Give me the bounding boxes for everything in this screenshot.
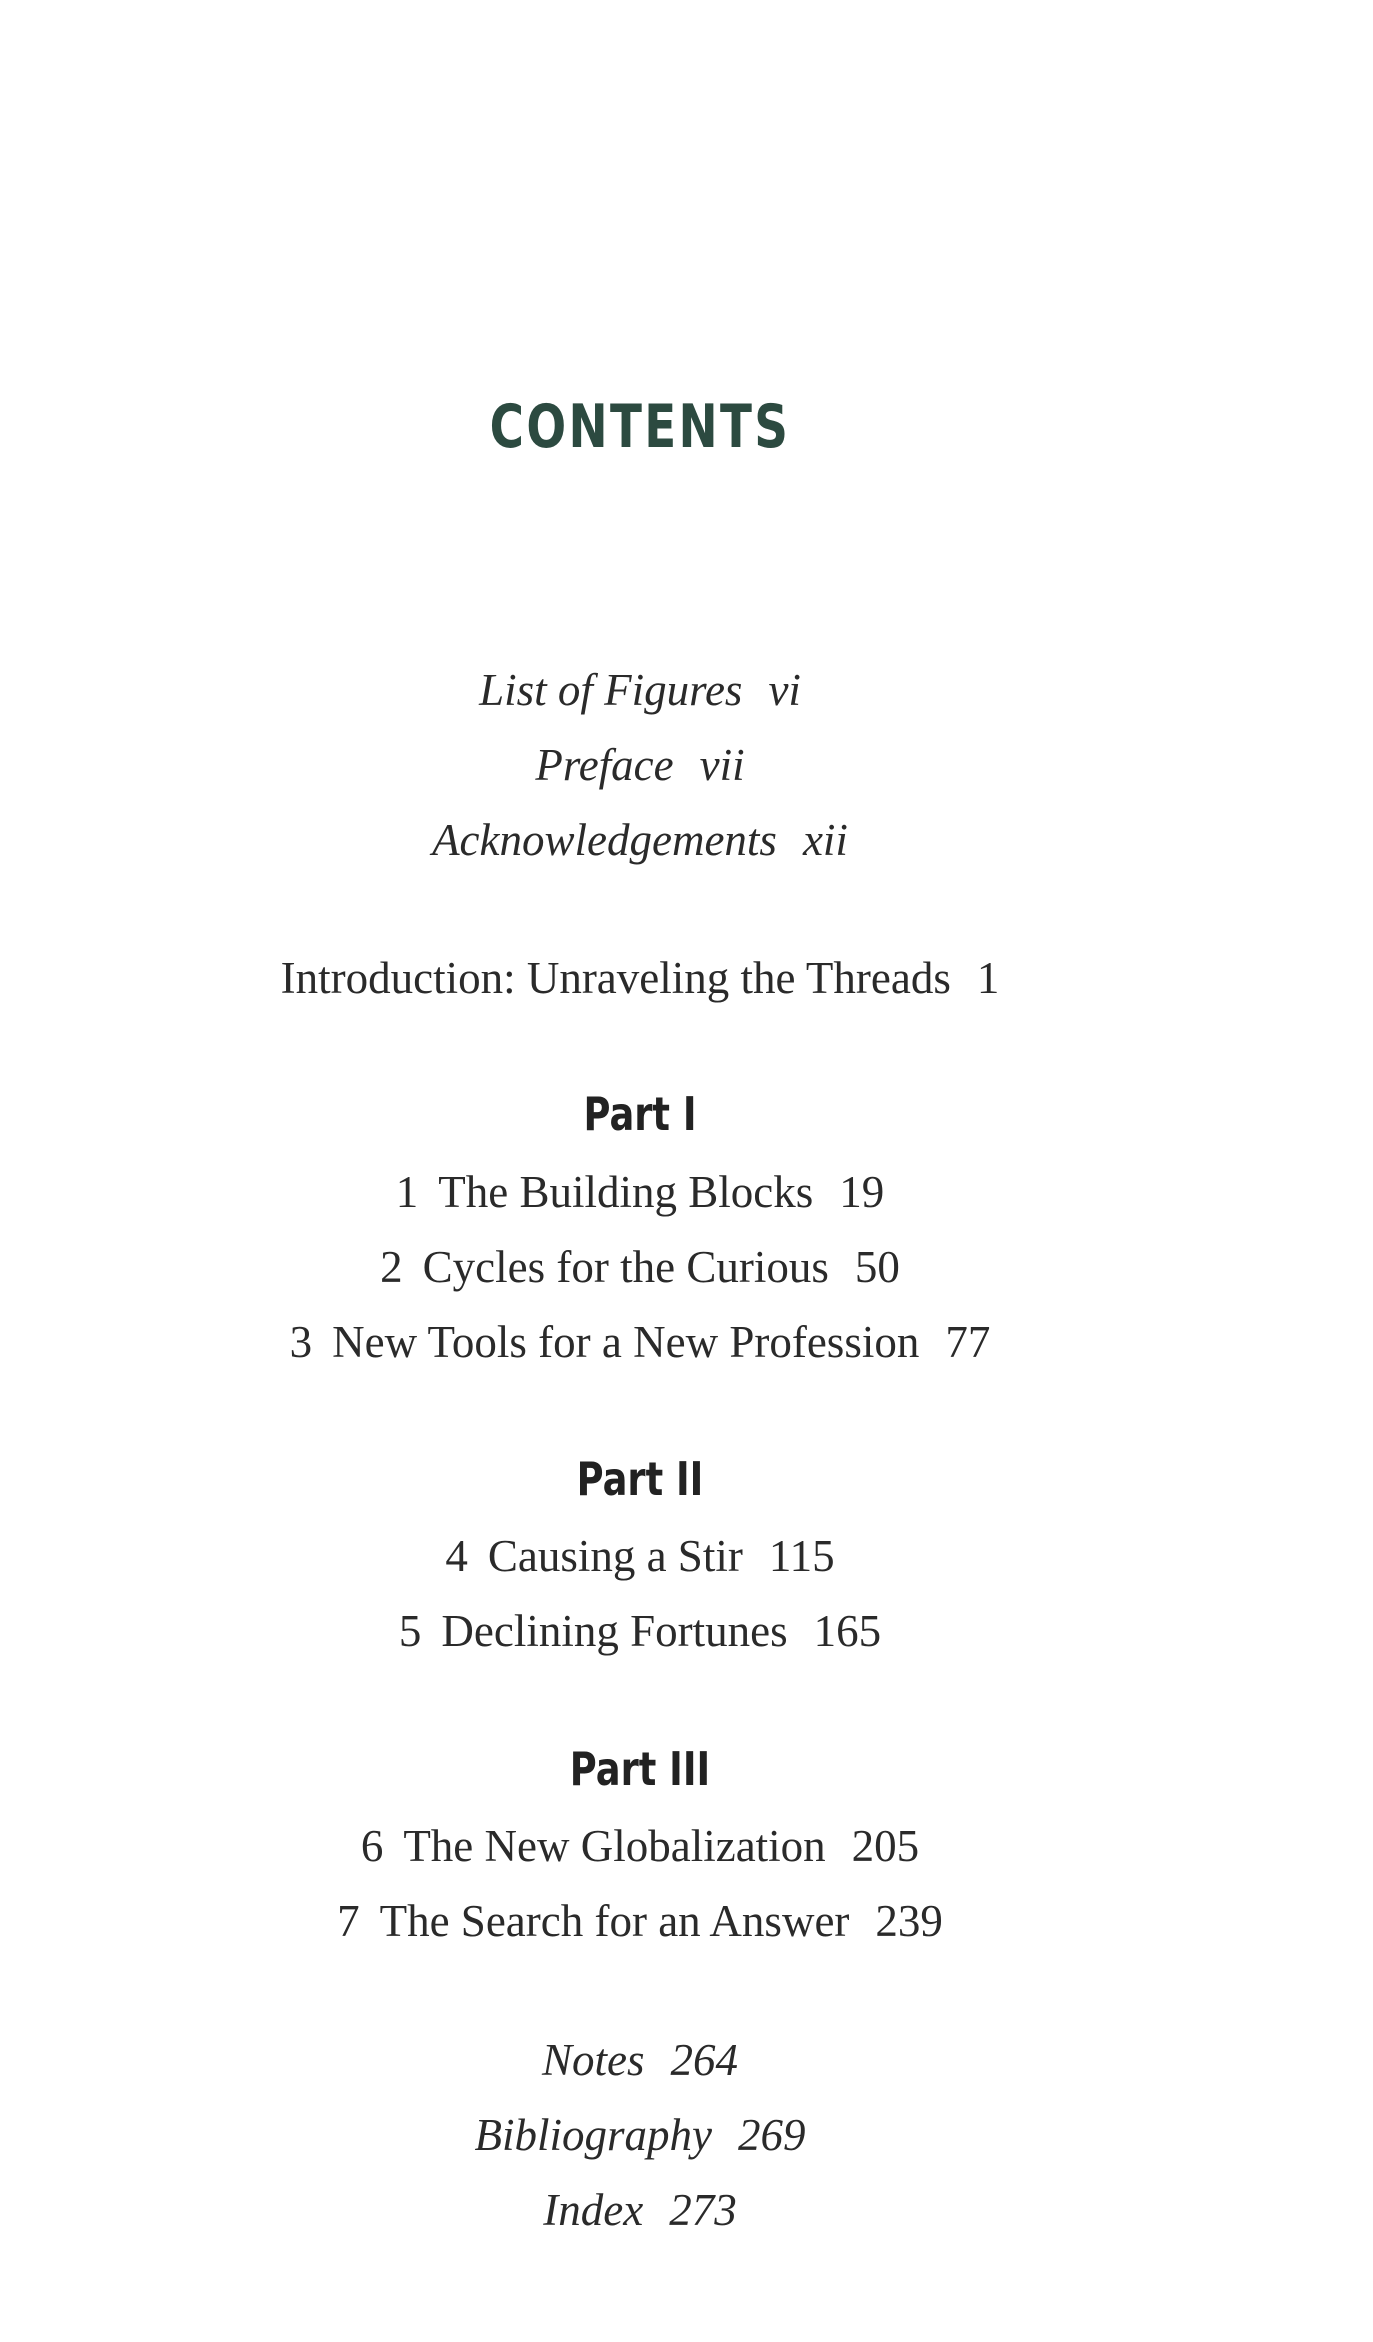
toc-entry-label: Notes <box>541 2035 645 2085</box>
toc-entry-page: 264 <box>670 2035 738 2085</box>
toc-entry-preface[interactable] <box>0 735 1280 795</box>
chapter-number: 1 <box>395 1167 419 1217</box>
chapter-number: 6 <box>360 1821 384 1871</box>
toc-chapter-1[interactable] <box>0 1162 1280 1222</box>
toc-chapter-6[interactable] <box>0 1816 1280 1876</box>
toc-entry-page: vii <box>699 740 745 790</box>
chapter-page: 165 <box>813 1606 882 1656</box>
chapter-title: The New Globalization <box>403 1821 826 1871</box>
chapter-page: 50 <box>854 1242 900 1292</box>
chapter-title: Causing a Stir <box>487 1531 743 1581</box>
page-title: CONTENTS <box>489 392 791 462</box>
chapter-title: The Building Blocks <box>438 1167 814 1217</box>
toc-entry-list-of-figures[interactable] <box>0 660 1280 720</box>
toc-chapter-3[interactable] <box>0 1312 1280 1372</box>
chapter-number: 5 <box>398 1606 422 1656</box>
toc-chapter-4[interactable] <box>0 1526 1280 1586</box>
toc-entry-label: Index <box>543 2185 644 2235</box>
toc-entry-notes[interactable] <box>0 2030 1280 2090</box>
chapter-number: 2 <box>380 1242 403 1292</box>
chapter-title: Cycles for the Curious <box>422 1242 829 1292</box>
toc-entry-bibliography[interactable] <box>0 2105 1280 2165</box>
toc-entry-page: vi <box>768 665 801 715</box>
toc-entry-page: 269 <box>737 2110 806 2160</box>
toc-entry-label: Preface <box>535 740 674 790</box>
toc-entry-label: Bibliography <box>474 2110 712 2160</box>
toc-entry-label: Introduction: Unraveling the Threads <box>280 953 951 1003</box>
chapter-number: 7 <box>337 1896 360 1946</box>
toc-entry-index[interactable] <box>0 2180 1280 2240</box>
toc-chapter-7[interactable] <box>0 1891 1280 1951</box>
chapter-number: 3 <box>289 1317 313 1367</box>
chapter-title: New Tools for a New Profession <box>332 1317 920 1367</box>
part-heading-1: Part I <box>583 1087 697 1141</box>
chapter-title: The Search for an Answer <box>379 1896 850 1946</box>
chapter-title: Declining Fortunes <box>441 1606 788 1656</box>
toc-entry-introduction[interactable] <box>0 948 1280 1008</box>
part-heading-3: Part III <box>569 1742 711 1796</box>
chapter-page: 19 <box>839 1167 885 1217</box>
toc-chapter-2[interactable] <box>0 1237 1280 1297</box>
toc-entry-label: Acknowledgements <box>432 815 777 865</box>
toc-entry-page: 273 <box>669 2185 737 2235</box>
toc-chapter-5[interactable] <box>0 1601 1280 1661</box>
chapter-page: 239 <box>875 1896 943 1946</box>
chapter-page: 115 <box>768 1531 835 1581</box>
toc-entry-acknowledgements[interactable] <box>0 810 1280 870</box>
toc-entry-page: 1 <box>976 953 1000 1003</box>
toc-entry-label: List of Figures <box>479 665 743 715</box>
toc-entry-page: xii <box>802 815 848 865</box>
chapter-page: 77 <box>945 1317 991 1367</box>
chapter-number: 4 <box>445 1531 468 1581</box>
chapter-page: 205 <box>851 1821 920 1871</box>
part-heading-2: Part II <box>576 1452 704 1506</box>
